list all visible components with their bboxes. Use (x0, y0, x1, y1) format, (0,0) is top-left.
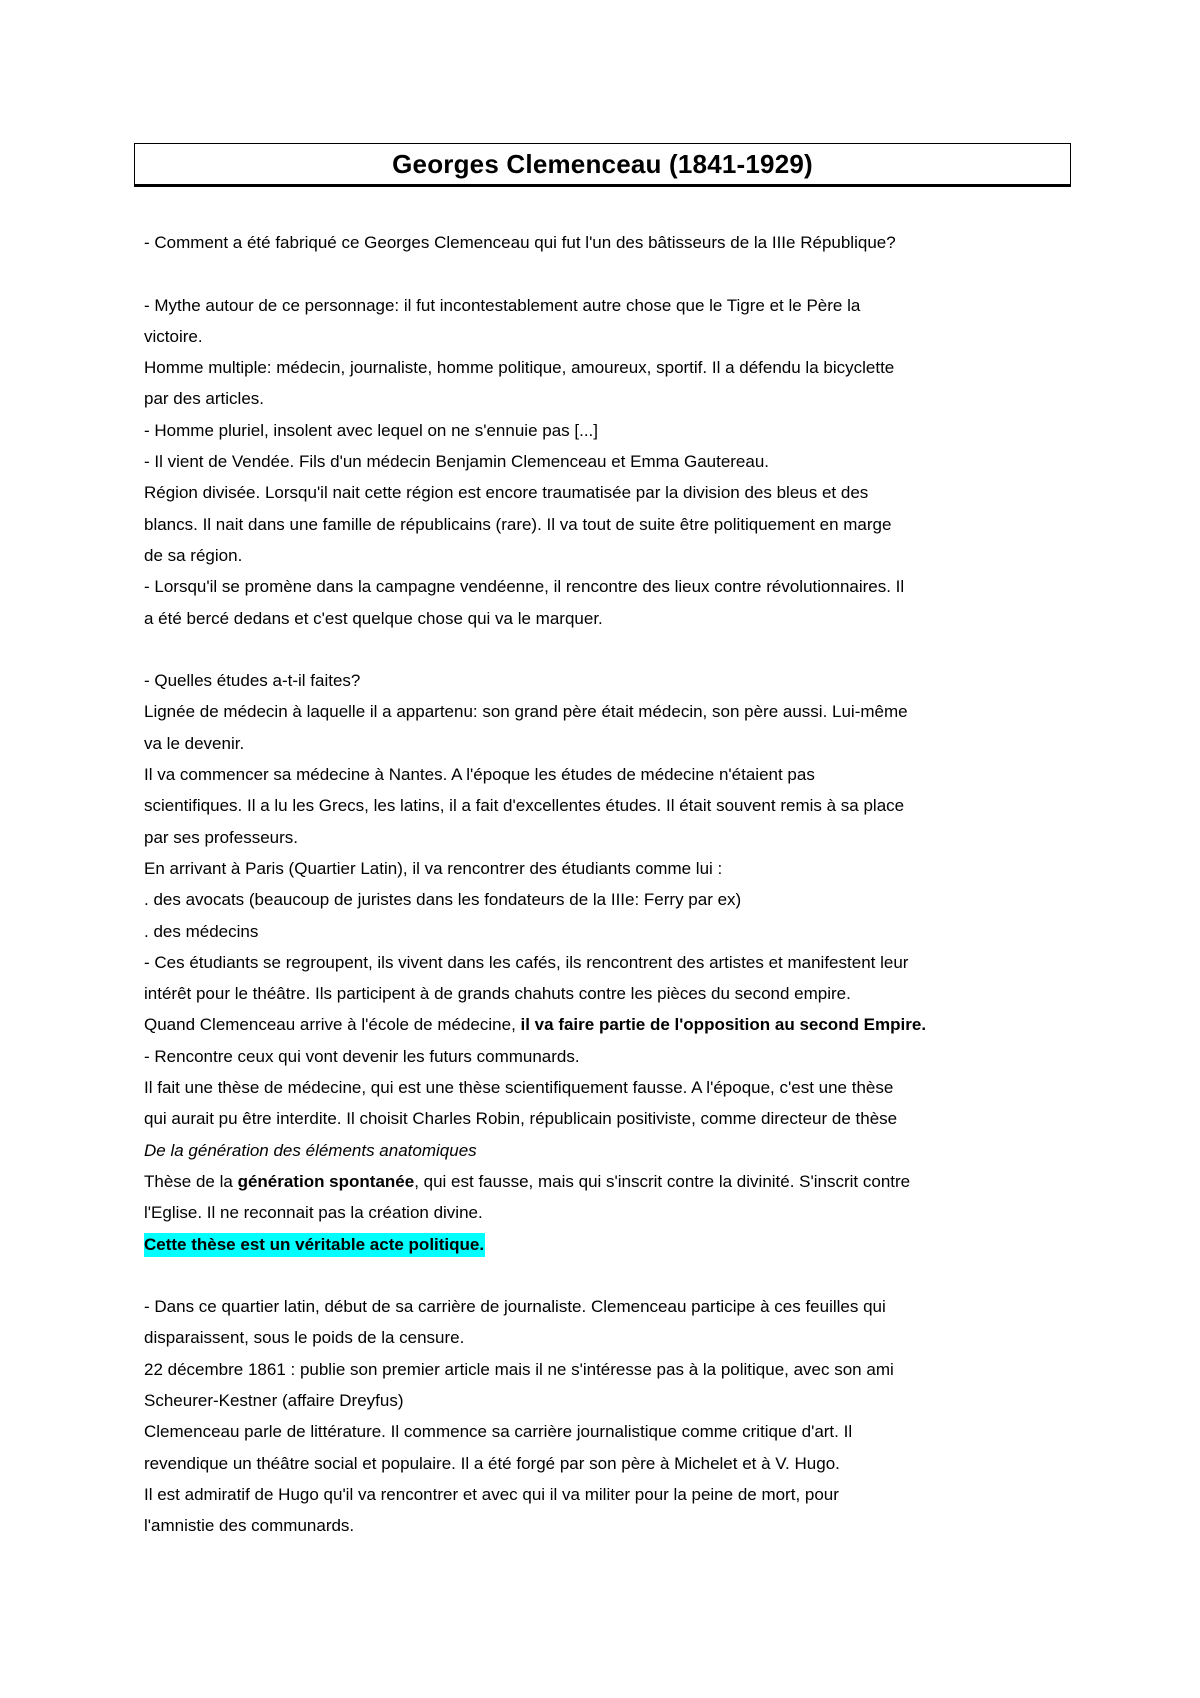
blank-line (144, 634, 1074, 665)
text-line: - Quelles études a-t-il faites? (144, 671, 361, 691)
text-line: revendique un théâtre social et populaire. Il a été forgé par son père à Michelet et à V. Hugo. (144, 1453, 840, 1473)
text-line: En arrivant à Paris (Quartier Latin), il va rencontrer des étudiants comme lui : (144, 858, 723, 878)
text-line: - Dans ce quartier latin, début de sa carrière de journaliste. Clemenceau participe à ces feuilles qui (144, 1297, 886, 1317)
text-line: . des médecins (144, 921, 259, 941)
text-line: victoire. (144, 326, 203, 346)
bold-text: il va faire partie de l'opposition au second Empire. (520, 1015, 927, 1035)
text-line: intérêt pour le théâtre. Ils participent à de grands chahuts contre les pièces du second empire. (144, 984, 851, 1004)
text-line: blancs. Il nait dans une famille de républicains (rare). Il va tout de suite être politiquement en marge (144, 514, 892, 534)
text-line: Il va commencer sa médecine à Nantes. A l'époque les études de médecine n'étaient pas (144, 765, 815, 785)
highlight-line (144, 1229, 1074, 1260)
text-line: Il fait une thèse de médecine, qui est une thèse scientifiquement fausse. A l'époque, c'est une thèse (144, 1078, 894, 1098)
text-line: - Comment a été fabriqué ce Georges Clemenceau qui fut l'un des bâtisseurs de la IIIe République? (144, 233, 896, 252)
text-line: a été bercé dedans et c'est quelque chose qui va le marquer. (144, 608, 603, 628)
document-body (144, 227, 1074, 1541)
text-line: - Homme pluriel, insolent avec lequel on ne s'ennuie pas [...] (144, 420, 598, 440)
text-line: va le devenir. (144, 733, 245, 753)
text-line: - Lorsqu'il se promène dans la campagne vendéenne, il rencontre des lieux contre révolutionnaires. Il (144, 577, 905, 597)
title-box (134, 143, 1071, 185)
bold-text: génération spontanée (237, 1171, 415, 1191)
text-line: par des articles. (144, 389, 264, 409)
text-line-opposition (144, 1009, 1074, 1040)
text-line: 22 décembre 1861 : publie son premier article mais il ne s'intéresse pas à la politique, avec son ami (144, 1359, 894, 1379)
text-line: . des avocats (beaucoup de juristes dans les fondateurs de la IIIe: Ferry par ex) (144, 890, 742, 910)
blank-line (144, 1260, 1074, 1291)
text-line: Lignée de médecin à laquelle il a appartenu: son grand père était médecin, son père aussi. Lui-même (144, 702, 908, 722)
text-line: l'amnistie des communards. (144, 1516, 355, 1536)
text-line: disparaissent, sous le poids de la censure. (144, 1328, 465, 1348)
text-line: Région divisée. Lorsqu'il nait cette région est encore traumatisée par la division des bleus et des (144, 483, 869, 503)
text-line: Homme multiple: médecin, journaliste, homme politique, amoureux, sportif. Il a défendu la bicyclette (144, 358, 895, 378)
text-line: Clemenceau parle de littérature. Il commence sa carrière journalistique comme critique d'art. Il (144, 1422, 853, 1442)
blank-line (144, 258, 1074, 289)
text-line: qui aurait pu être interdite. Il choisit Charles Robin, républicain positiviste, comme directeur de thèse (144, 1109, 898, 1129)
page-title: Georges Clemenceau (1841-1929) (392, 148, 813, 179)
text-span: Quand Clemenceau arrive à l'école de médecine, (144, 1015, 521, 1035)
text-line: - Mythe autour de ce personnage: il fut incontestablement autre chose que le Tigre et le Père la (144, 295, 861, 315)
highlighted-text: Cette thèse est un véritable acte politique. (144, 1233, 485, 1257)
italic-thesis-title: De la génération des éléments anatomiques (144, 1140, 477, 1160)
text-line: scientifiques. Il a lu les Grecs, les latins, il a fait d'excellentes études. Il était souvent remis à sa place (144, 796, 905, 816)
text-line: - Il vient de Vendée. Fils d'un médecin Benjamin Clemenceau et Emma Gautereau. (144, 452, 770, 472)
text-line: Il est admiratif de Hugo qu'il va rencontrer et avec qui il va militer pour la peine de mort, pour (144, 1484, 839, 1504)
text-line: par ses professeurs. (144, 827, 299, 847)
text-line: Scheurer-Kestner (affaire Dreyfus) (144, 1390, 404, 1410)
text-line: de sa région. (144, 545, 243, 565)
text-line-these (144, 1166, 1074, 1197)
text-line: l'Eglise. Il ne reconnait pas la création divine. (144, 1203, 483, 1223)
text-line: - Ces étudiants se regroupent, ils vivent dans les cafés, ils rencontrent des artistes et manifestent leur (144, 952, 909, 972)
text-line: - Rencontre ceux qui vont devenir les futurs communards. (144, 1046, 580, 1066)
text-span: , qui est fausse, mais qui s'inscrit contre la divinité. S'inscrit contre (414, 1171, 911, 1191)
text-span: Thèse de la (144, 1171, 238, 1191)
